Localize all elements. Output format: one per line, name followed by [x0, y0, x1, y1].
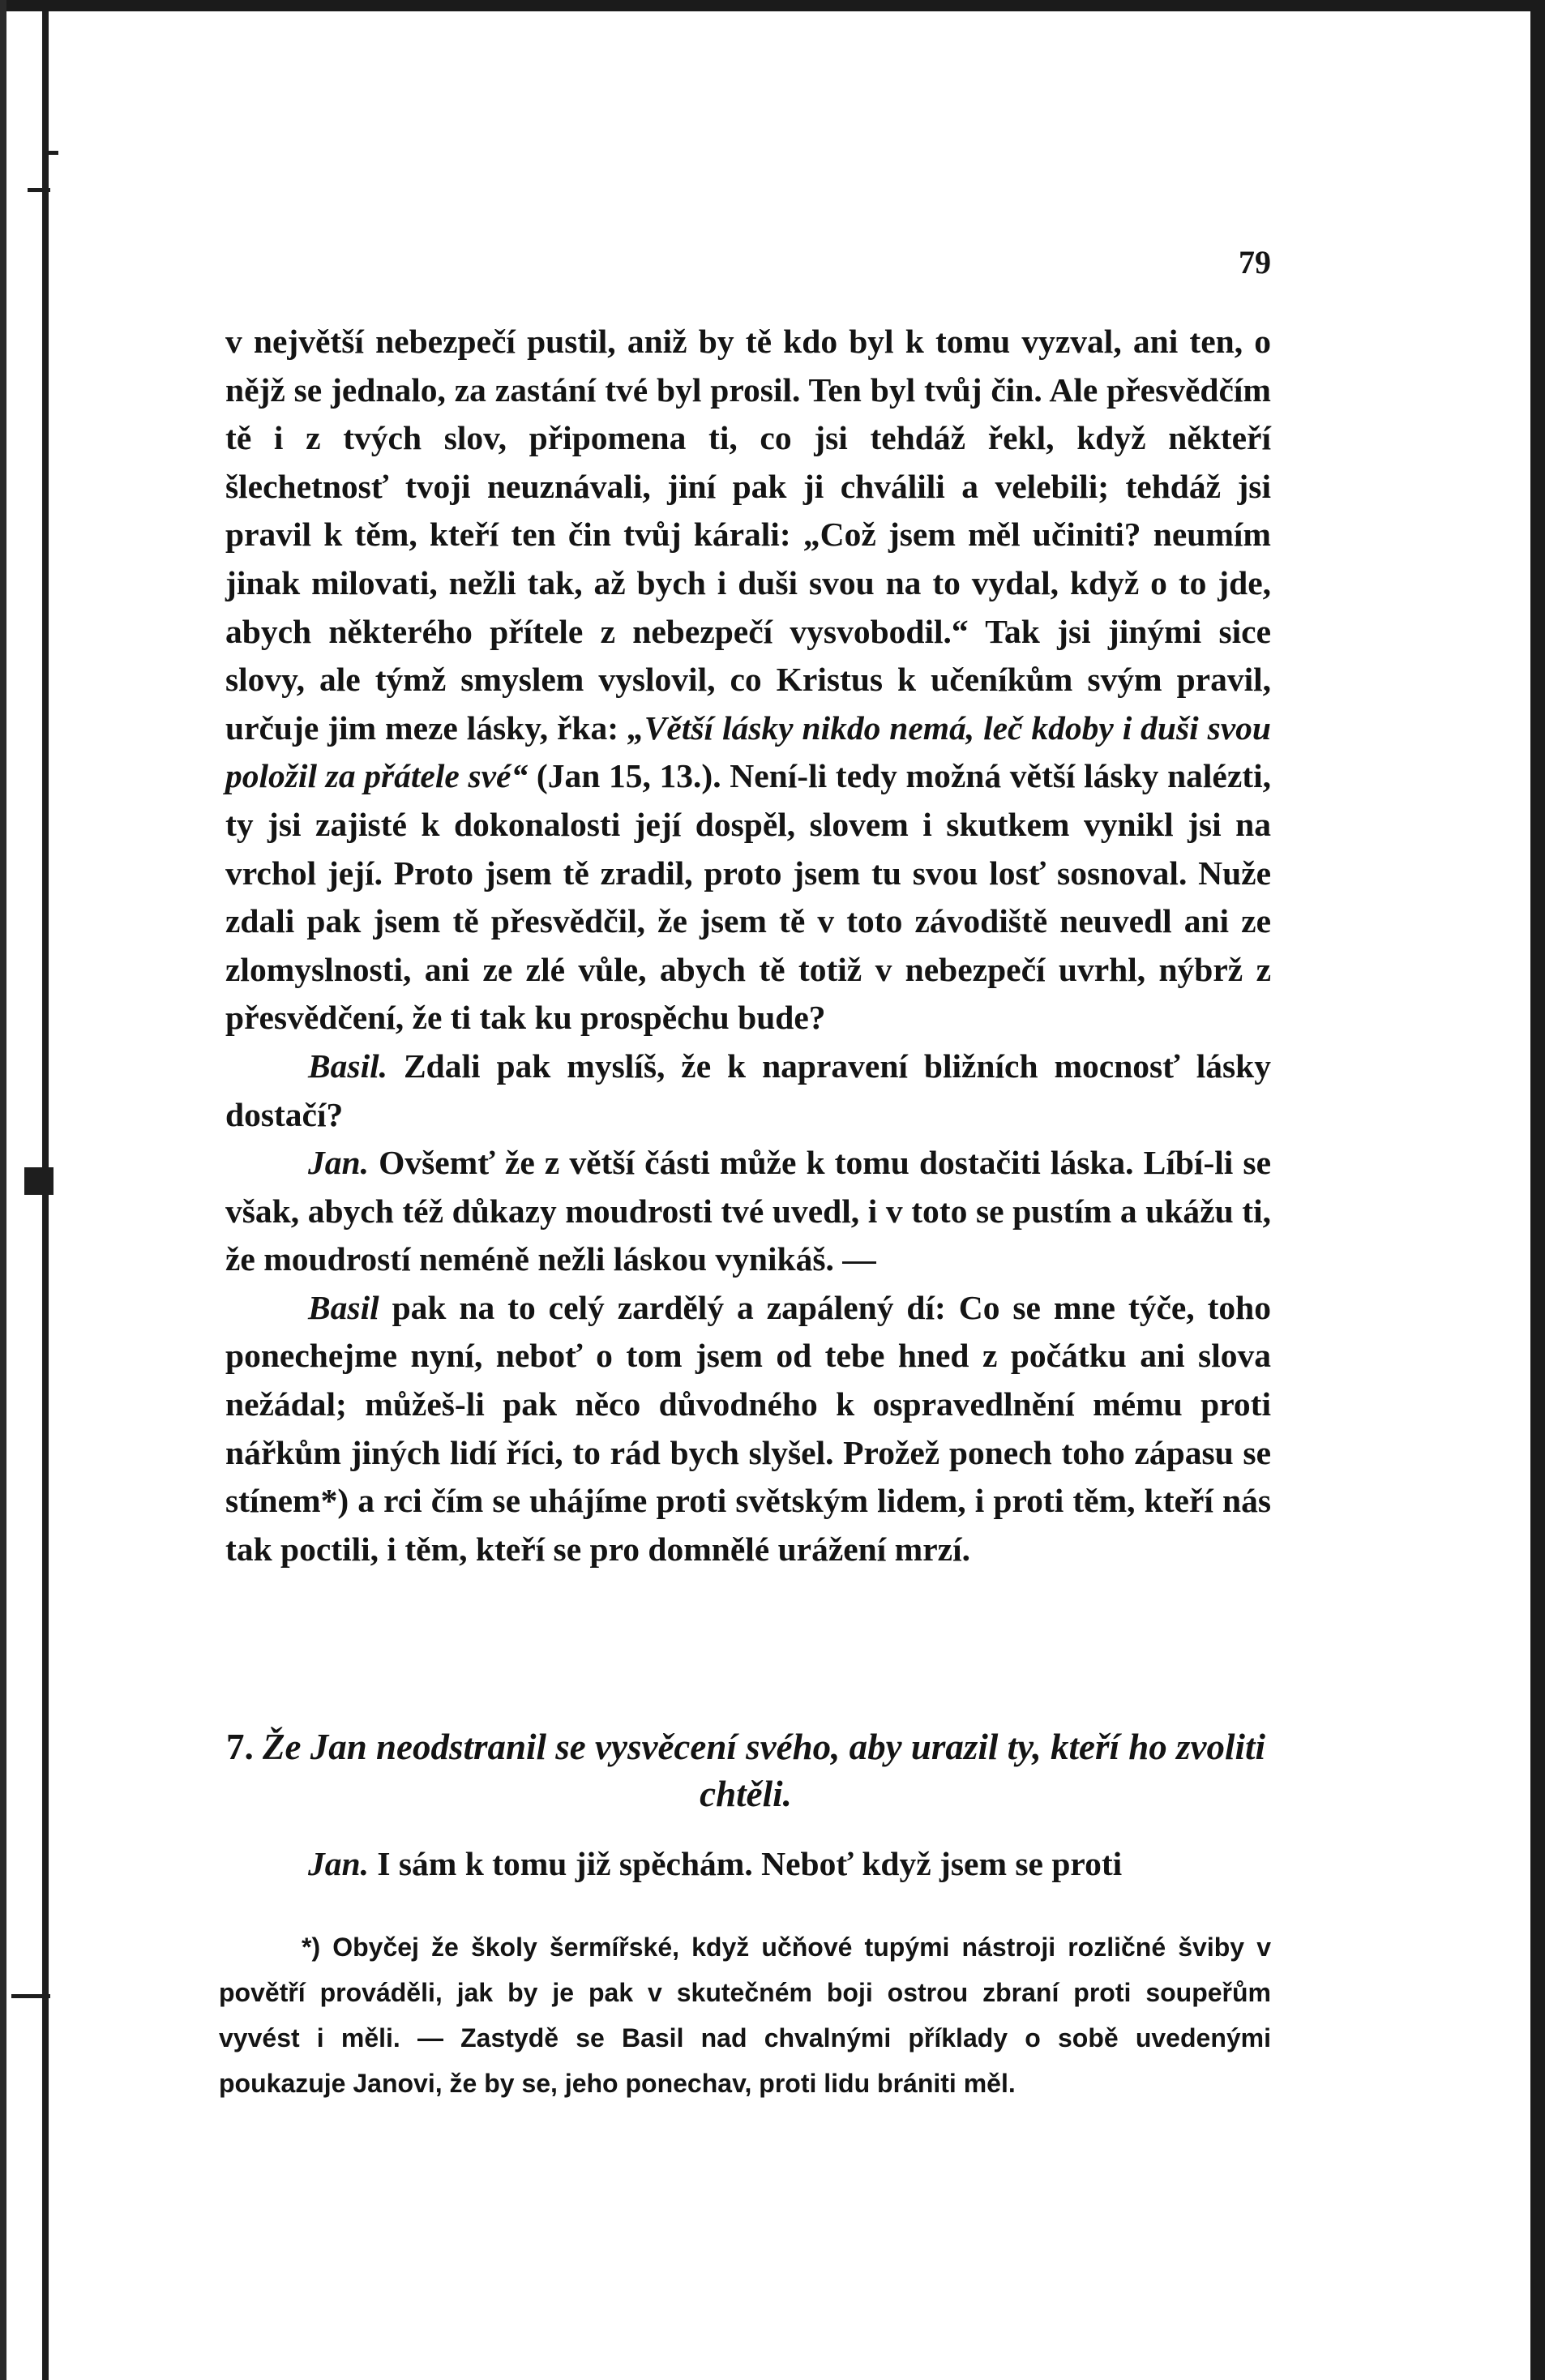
section-first-line	[225, 1840, 1271, 1889]
speaker-name: Basil	[308, 1288, 379, 1326]
section-title: Že Jan neodstranil se vysvěcení svého, aby urazil ty, kteří ho zvoliti chtěli.	[263, 1727, 1265, 1814]
margin-tick	[49, 151, 58, 155]
main-text	[225, 318, 1271, 1573]
scan-border-right	[1530, 0, 1545, 2380]
paragraph-text: I sám k tomu již spěchám. Neboť když jsem se proti	[377, 1845, 1123, 1882]
speaker-name: Jan.	[308, 1144, 369, 1182]
speaker-name: Basil.	[308, 1047, 388, 1085]
scan-border-left	[42, 11, 49, 2380]
paragraph	[225, 1284, 1271, 1574]
margin-tick	[11, 1994, 50, 1998]
paragraph-text: v největší nebezpečí pustil, aniž by tě kdo byl k tomu vyzval, ani ten, o nějž se jednalo, za zastání tvé byl prosil. Ten byl tvůj čin. Ale přesvědčím tě i z tvých slov, připomena ti, co jsi tehdáž řekl, když někteří šlechetnosť tvoji neuznávali, jiní pak ji chválili a velebili; tehdáž jsi pravil k těm, kteří ten čin tvůj kárali: „Což jsem měl učiniti? neumím jinak milovati, nežli tak, až bych i duši svou na to vydal, když o to jde, abych některého přítele z nebezpečí vysvobodil.“ Tak jsi jinými sice slovy, ale týmž smyslem vyslovil, co Kristus k učeníkům svým pravil, určuje jim meze lásky, řka:	[225, 323, 1271, 747]
section-heading	[219, 1723, 1273, 1817]
paragraph-text: Ovšemť že z větší části může k tomu dostačiti láska. Líbí-li se však, abych též důkazy moudrosti tvé uvedl, i v toto se pustím a ukážu ti, že moudrostí neméně nežli láskou vynikáš. —	[225, 1144, 1271, 1278]
paragraph-text: Zdali pak myslíš, že k napravení bližních mocnosť lásky dostačí?	[225, 1047, 1272, 1133]
page-number: 79	[1239, 244, 1271, 280]
margin-tick	[28, 188, 50, 192]
section-number: 7.	[226, 1727, 254, 1767]
paragraph-text: pak na to celý zardělý a zapálený dí: Co se mne týče, toho ponechejme nyní, neboť o tom jsem od tebe hned z počátku ani slova nežádal; můžeš-li pak něco důvodného k ospravedlnění mému proti nářkům jiných lidí říci, to rád bych slyšel. Prožež ponech toho zápasu se stínem*) a rci čím se uhájíme proti světským lidem, i proti těm, kteří nás tak poctili, i těm, kteří se pro domnělé urážení mrzí.	[225, 1288, 1272, 1568]
speaker-name: Jan.	[308, 1845, 369, 1882]
scan-border-left-outer	[0, 0, 6, 2380]
footnote: *) Obyčej že školy šermířské, když učňové tupými nástroji rozličné šviby v povětří prováděli, jak by je pak v skutečném boji ostrou zbraní proti soupeřům vyvést i měli. — Zastydě se Basil nad chvalnými příklady o sobě uvedenými poukazuje Janovi, že by se, jeho ponechav, proti lidu brániti měl.	[219, 1933, 1271, 2098]
paragraph	[225, 1042, 1271, 1139]
margin-tick	[24, 1167, 53, 1195]
paragraph	[225, 318, 1271, 1042]
bible-quote: „Větší lásky nikdo nemá, leč kdoby i duši svou položil za přátele své“	[225, 708, 1272, 795]
scan-border-top	[0, 0, 1545, 11]
paragraph-text: (Jan 15, 13.). Není-li tedy možná větší lásky nalézti, ty jsi zajisté k dokonalosti její dospěl, slovem i skutkem vynikl jsi na vrchol její. Proto jsem tě zradil, proto jsem tu svou losť sosnoval. Nuže zdali pak jsem tě přesvědčil, že jsem tě v toto závodiště neuvedl ani ze zlomyslnosti, ani ze zlé vůle, abych tě totiž v nebezpečí uvrhl, nýbrž z přesvědčení, že ti tak ku prospěchu bude?	[225, 757, 1271, 1037]
paragraph	[225, 1139, 1271, 1284]
